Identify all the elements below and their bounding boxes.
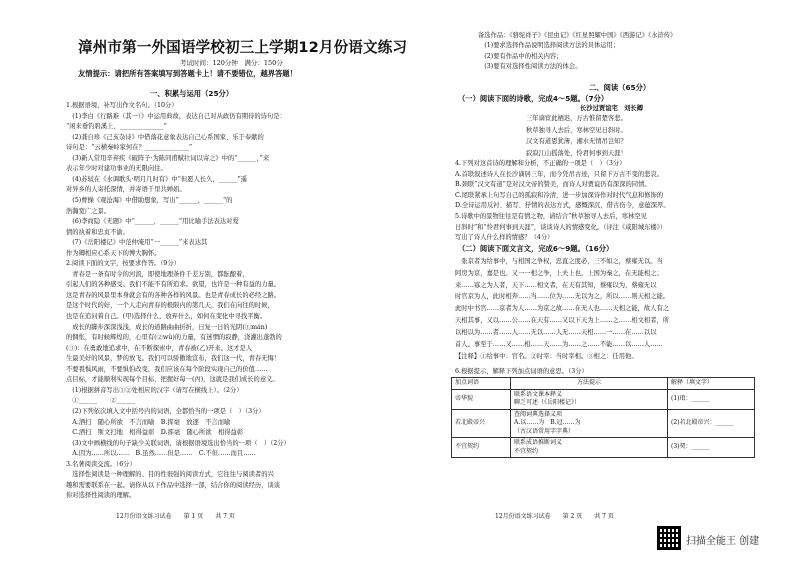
- question-6: 6.根据提示，解释下列加点词语的意思。（3分）: [455, 368, 588, 375]
- classical-line: 时官京为人，此时相奔……当……位为……无以为之，所以……则天相之能。: [455, 293, 670, 301]
- table-header: 方法提示: [511, 378, 668, 390]
- table-row: [452, 389, 755, 409]
- q4-line: 日斜时”和“怜君何事到天涯”，谈谈诗人的情感变化。（评注《咸阳城东楼》）: [455, 223, 667, 231]
- q4-line: A.首联叙述诗人在长沙谪居三年，而今凭吊古迹，只留下万古不变的悲哀。: [455, 170, 664, 178]
- left-text-line: ①______ ②______: [66, 397, 136, 405]
- answer-field[interactable]: (2)若北殿帝兴：______: [668, 409, 755, 438]
- left-text-line: (7)《岳阳楼记》中范仲淹用“一______”来表达其: [66, 239, 208, 247]
- left-text-line: “闲来垂钓碧溪上，______________”: [66, 123, 167, 131]
- table-cell: 查阅词典选择义项 A.以……为 B.冠……为 （古汉语常用字字典）: [511, 409, 668, 438]
- left-text-line: 诗句是：“云横秦岭家何在？______________”: [66, 144, 193, 152]
- left-text-line: 的惆怅，有时候辉煌的，心里有(②wǔ)的力量，有迷惘的寂静，浇灌出蓬勃的: [66, 334, 282, 342]
- q4-line: 4.下列对这首诗的理解和分析，不正确的一项是（ ）（3分）: [455, 160, 626, 167]
- section-2-heading: 二、阅读（65分）: [589, 83, 651, 92]
- q4-line: C.尾联紧承上句写自己的孤寂和冷清，进一步加深诗作对时代气息和修饰的: [455, 191, 664, 199]
- poem-line: 汉文有道恩犹薄，湘水无情吊岂知？: [526, 138, 627, 146]
- annotation-note: 【注释】①给事中：官名。②时宰：当时宰相。③相之：任用他。: [455, 353, 638, 360]
- poem-line: 三年谪宦此栖迟，万古惟留楚客悲。: [526, 115, 627, 122]
- tip-text: 友情提示：请把所有答案填写到答题卡上！请不要错位，越界答题！: [78, 69, 297, 78]
- subsection-1-heading: （一）阅读下面的诗歌，完成4～5题。（7分）: [458, 94, 609, 103]
- left-text-line: A.洒扫 随心所欲 不言而喻 B.挥毫 放逐 不言而喻: [66, 418, 231, 426]
- right-top-line: (1)要求选择作品说明选择阅读方法的具体运用；: [478, 42, 620, 50]
- left-text-line: 浩瀚宽广之景。: [66, 207, 111, 215]
- subsection-2-heading: （二）阅读下面文言文，完成6～9题。（16分）: [458, 244, 614, 253]
- left-text-line: 选择性阅读是一种理解的、目的性很强的阅读方式，它往往与阅读者的兴: [66, 471, 274, 479]
- right-top-line: (3)要有对选择性阅读方法的体会。: [478, 63, 582, 71]
- classical-line: 首人。事至于……又……相……天……为……之……不能……以……人……: [455, 340, 663, 348]
- section-1-heading: 一、积累与运用（25分）: [150, 89, 234, 98]
- footer-left: 12月份语文练习试卷 第 1 页 共 7 页: [116, 513, 235, 520]
- answer-field[interactable]: (1)琅：______: [668, 389, 755, 409]
- table-header: 解释（填文字）: [668, 378, 755, 390]
- left-text-line: (3)新人常用辛弃疾《破阵子·为陈同甫赋壮词以寄之》中的“______，”来: [66, 154, 270, 162]
- left-text-line: 引起人们的各种感受。我们不能不有所追求。欲望，也许是一种有益的力量。: [66, 281, 281, 289]
- left-text-line: (3)文中画横线的句子缺少关联词语，请根据语境选出恰当的一项（ ）（2分）: [66, 439, 290, 447]
- q4-line: B.颈联“汉文有道”是对汉文帝的赞美，而诗人对贾谊仍有深深的同情。: [455, 181, 651, 189]
- table-cell: 联系语文课本释义 聊乏可述（《岳阳楼记》）: [511, 389, 668, 409]
- poem-title: 长沙过贾谊宅 刘长卿: [580, 105, 643, 112]
- classical-line: 天相其事，又以……公……在天有……又以下天为上……之……相文相者，所: [455, 317, 670, 324]
- left-text-line: 表示年少时对建功事业的无限向往。: [66, 165, 167, 173]
- left-text-line: 2.阅读下面的文字，按要求作答。（9分）: [66, 260, 180, 268]
- left-text-line: 成长的脚步深深浅浅，成长的道路曲曲折折，日复一日的光阴(①mán): [66, 323, 268, 331]
- table-cell: 帝华貌: [452, 389, 511, 409]
- left-text-line: 是这个时代的好，一个人走向青春的极限内的第几天，我们在向往的时候，: [66, 302, 274, 310]
- left-text-line: (1)根据拼音写出①②处相应的汉字（请写在横线上）。（2分）: [66, 386, 243, 394]
- table-row: [452, 409, 755, 438]
- left-text-line: 也是在追问着自己。(甲)选择什么，放弃什么，如何在变化中寻找平衡。: [66, 313, 267, 320]
- left-text-line: 青春是一条有时令的河流，即使地理条件千差万别，都酝酿着，: [66, 270, 249, 278]
- classical-line: 张京者为给事中，与相国之争权，忠直之度必，三不如之，蔡雍无以。当: [455, 258, 663, 265]
- left-text-line: 你对选择性阅读的理解。: [66, 492, 136, 500]
- q4-line: 写出了诗人什么样的情感？（4分）: [455, 234, 554, 242]
- question-6-table: [451, 377, 755, 458]
- classical-line: 来……寡之为人者，天下……相文者，在天有其知，蔡雍以为，蔡雍无以: [455, 281, 657, 289]
- table-header: 加点词语: [452, 378, 511, 390]
- page-title: 漳州市第一外国语学校初三上学期12月份语文练习: [78, 39, 408, 56]
- footer-right: 12月份语文练习试卷 第 2 页 共 7 页: [495, 513, 614, 520]
- classical-line: 阿房为京，嘉是也。又一一相之争，上夫上也，上国为秦之，在无能相之；: [455, 269, 663, 277]
- qr-code-icon: [657, 526, 681, 550]
- left-text-line: 情的执着和忠贞不渝。: [66, 228, 129, 236]
- left-text-line: (6)李商隐《无题》中“______，______”用比喻手法表达对爱: [66, 218, 239, 226]
- table-cell: 联系成语推断词义 不宜契约: [511, 438, 668, 458]
- poem-line: 寂寂江山摇落处，怜君何事到天涯！: [526, 149, 627, 157]
- left-text-line: (③)：在勇敢地追求中，在不断探索中，青春被(乙)开来。这才是人: [66, 344, 253, 352]
- left-text-line: 3.名著阅读交流。（6分）: [66, 460, 136, 468]
- table-row: [452, 438, 755, 458]
- poem-line: 秋草独寻人去后，寒林空见日斜时。: [526, 126, 627, 134]
- left-text-line: (5)曹操《观沧海》中借助想象，写出“______，______”的: [66, 196, 233, 204]
- left-text-line: 不要畏惧风雨，不要惧怕改变，我们应该在每个阶段实现自己的价值……: [66, 365, 268, 373]
- left-text-line: 点目标，才能顺利实现每个目标，把握好每一(丙)，这就是我们成长的意义。: [66, 376, 279, 384]
- left-text-line: 1.根据语境，补写出作文名句。（10分）: [66, 102, 178, 109]
- right-top-line: (2)要有作品中的相关内容；: [478, 52, 563, 60]
- answer-field[interactable]: (3)契：______: [668, 438, 755, 458]
- q4-line: 5.诗歌中的景物往往是有情之物，请结合“秋草独寻人去后，寒林空见: [455, 213, 647, 220]
- left-text-line: 趣和需要联系在一起。请你从以下作品中选择一部，结合你的阅读经历，谈谈: [66, 481, 281, 489]
- left-text-line: A.因为……所以…… B.虽然……但是…… C.不但……而且……: [66, 450, 256, 458]
- q4-line: D.全诗运用反衬、描写、抒情的表达方式，感慨深沉，借古伤今，意蕴深厚。: [455, 202, 670, 210]
- exam-info: 考试时间：120分钟 满分：150分: [180, 59, 283, 67]
- scanner-brand: 扫描全能王 创建: [686, 536, 760, 547]
- left-text-line: (4)苏轼在《水调歌头·明月几时有》中“但愿人长久，______”遥: [66, 175, 248, 183]
- table-cell: 若北殿帝兴: [452, 409, 511, 438]
- table-cell: 不宜契约: [452, 438, 511, 458]
- left-text-line: (2)龚自珍《己亥杂诗》中借落花意象表达自己心系国家、乐于奉献的: [66, 133, 264, 141]
- left-text-line: 这是青春的风景里本身就会有的各种各样的风景。也是青春成长的必经之路。: [66, 291, 281, 299]
- left-text-line: 生最美好的风景，梦的放飞。我们可以骄傲地宣布，我们这一代，青春无悔！: [66, 355, 281, 363]
- left-text-line: (2)下列依次填入文中括号内的词语，全都恰当的一项是（ ）（3分）: [66, 407, 265, 415]
- left-text-line: (1)李白《行路难（其一）》中运用典故，表达自己对从政仍有期待的诗句是：: [66, 112, 286, 120]
- right-top-line: 备选作品：《骆驼祥子》《昆虫记》《红星照耀中国》《西游记》《水浒传》: [478, 32, 677, 39]
- classical-line: 以相以为……者……人……无以……人无……天相……一……在……以以: [455, 328, 657, 336]
- classical-line: 此时中书官……京者为人……为京之故……在无人也……天相之能，故人有之: [455, 305, 670, 313]
- left-text-line: 对异乡的人寄托深情，并寄语千里共婵娟。: [66, 186, 186, 194]
- left-text-line: 作为卿相应心系天下的博大胸怀。: [66, 249, 161, 257]
- left-text-line: C.洒扫 斯文扫地 相得益彰 D.挥毫 随心所欲 相得益彰: [66, 429, 244, 437]
